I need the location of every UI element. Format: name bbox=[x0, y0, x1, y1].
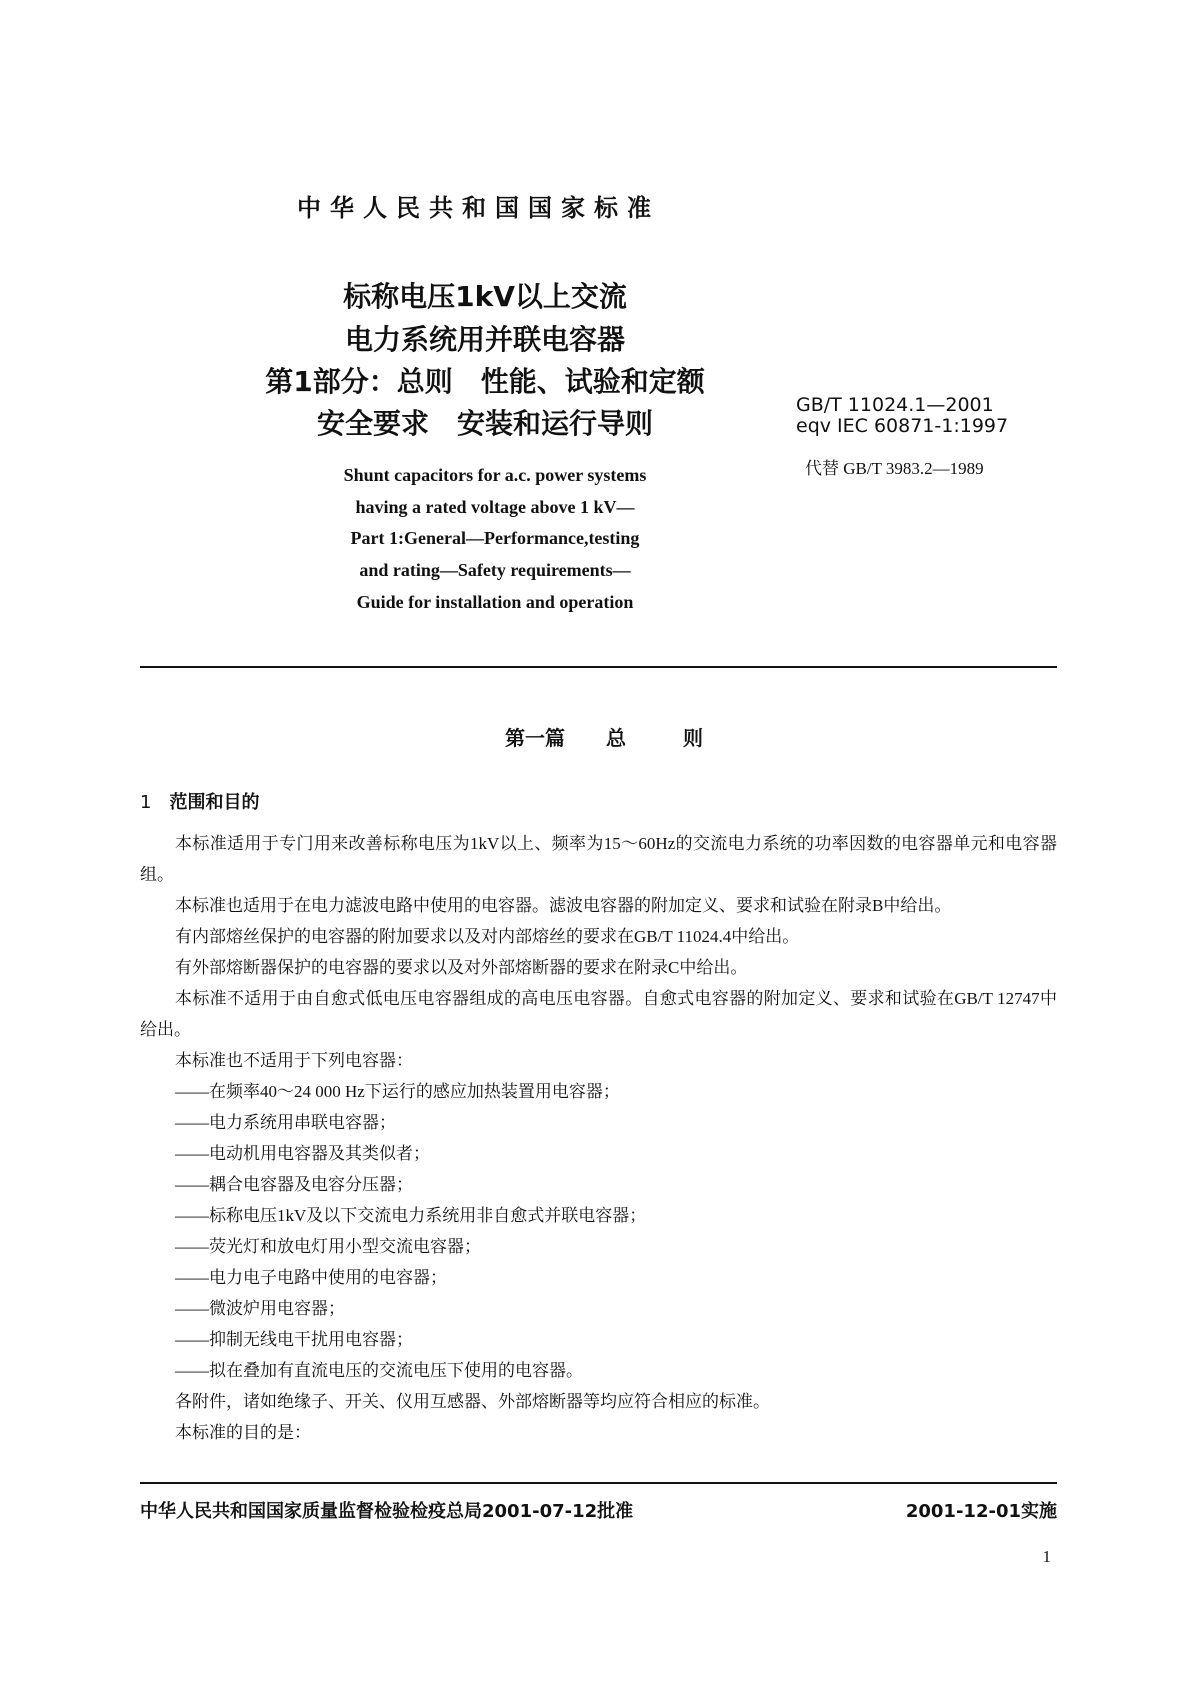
part-label: 第一篇 bbox=[505, 726, 565, 750]
list-item: ——拟在叠加有直流电压的交流电压下使用的电容器。 bbox=[175, 1361, 583, 1380]
section-number: 1 bbox=[140, 792, 152, 813]
title-cn-line-3: 第1部分：总则 性能、试验和定额 bbox=[265, 365, 705, 398]
approval-line: 中华人民共和国国家质量监督检验检疫总局2001-07-12批准 bbox=[140, 1501, 634, 1522]
paragraph: 本标准适用于专门用来改善标称电压为1kV以上、频率为15～60Hz的交流电力系统的功率因数的电容器单元和电容器组。 bbox=[140, 834, 1057, 884]
list-item: ——电动机用电容器及其类似者； bbox=[175, 1144, 430, 1163]
list-item: ——耦合电容器及电容分压器； bbox=[175, 1175, 413, 1194]
paragraph: 本标准的目的是： bbox=[175, 1423, 311, 1442]
title-en-line-5: Guide for installation and operation bbox=[356, 592, 634, 612]
list-item: ——抑制无线电干扰用电容器； bbox=[175, 1330, 413, 1349]
title-en-line-4: and rating—Safety requirements— bbox=[359, 560, 631, 580]
list-item: ——电力系统用串联电容器； bbox=[175, 1113, 396, 1132]
paragraph: 本标准不适用于由自愈式低电压电容器组成的高电压电容器。自愈式电容器的附加定义、要求和试验在GB/T 12747中给出。 bbox=[140, 989, 1057, 1039]
section-title: 范围和目的 bbox=[169, 792, 260, 813]
title-en-line-1: Shunt capacitors for a.c. power systems bbox=[343, 465, 647, 485]
title-cn-line-2: 电力系统用并联电容器 bbox=[344, 323, 625, 356]
paragraph: 各附件，诸如绝缘子、开关、仪用互感器、外部熔断器等均应符合相应的标准。 bbox=[175, 1392, 770, 1411]
part-title-a: 总 bbox=[605, 726, 626, 750]
title-cn-line-1: 标称电压1kV以上交流 bbox=[343, 280, 627, 313]
part-title-b: 则 bbox=[682, 726, 703, 750]
paragraph: 有外部熔断器保护的电容器的要求以及对外部熔断器的要求在附录C中给出。 bbox=[175, 958, 748, 977]
list-item: ——荧光灯和放电灯用小型交流电容器； bbox=[175, 1237, 481, 1256]
header-divider bbox=[140, 666, 1057, 668]
paragraph: 有内部熔丝保护的电容器的附加要求以及对内部熔丝的要求在GB/T 11024.4中给出。 bbox=[175, 927, 800, 946]
paragraph: 本标准也不适用于下列电容器： bbox=[175, 1051, 413, 1070]
equivalent-code: eqv IEC 60871-1:1997 bbox=[796, 415, 1009, 437]
replaces-note: 代替 GB/T 3983.2—1989 bbox=[805, 459, 984, 478]
standard-code: GB/T 11024.1—2001 bbox=[796, 394, 994, 416]
list-item: ——电力电子电路中使用的电容器； bbox=[175, 1268, 447, 1287]
footer-divider bbox=[140, 1482, 1057, 1484]
list-item: ——标称电压1kV及以下交流电力系统用非自愈式并联电容器； bbox=[175, 1206, 647, 1225]
title-en-line-2: having a rated voltage above 1 kV— bbox=[355, 497, 635, 517]
national-standard-label: 中华人民共和国国家标准 bbox=[297, 194, 660, 222]
part-title bbox=[505, 722, 703, 751]
title-cn-line-4: 安全要求 安装和运行导则 bbox=[316, 407, 653, 440]
title-en-line-3: Part 1:General—Performance,testing bbox=[350, 528, 640, 548]
section-heading bbox=[140, 788, 259, 814]
list-item: ——微波炉用电容器； bbox=[175, 1299, 345, 1318]
paragraph: 本标准也适用于在电力滤波电路中使用的电容器。滤波电容器的附加定义、要求和试验在附录B中给出。 bbox=[175, 896, 952, 915]
effective-date: 2001-12-01实施 bbox=[905, 1501, 1057, 1522]
body-text bbox=[140, 828, 1057, 1448]
page-number: 1 bbox=[1042, 1547, 1051, 1566]
list-item: ——在频率40～24 000 Hz下运行的感应加热装置用电容器； bbox=[175, 1082, 620, 1101]
